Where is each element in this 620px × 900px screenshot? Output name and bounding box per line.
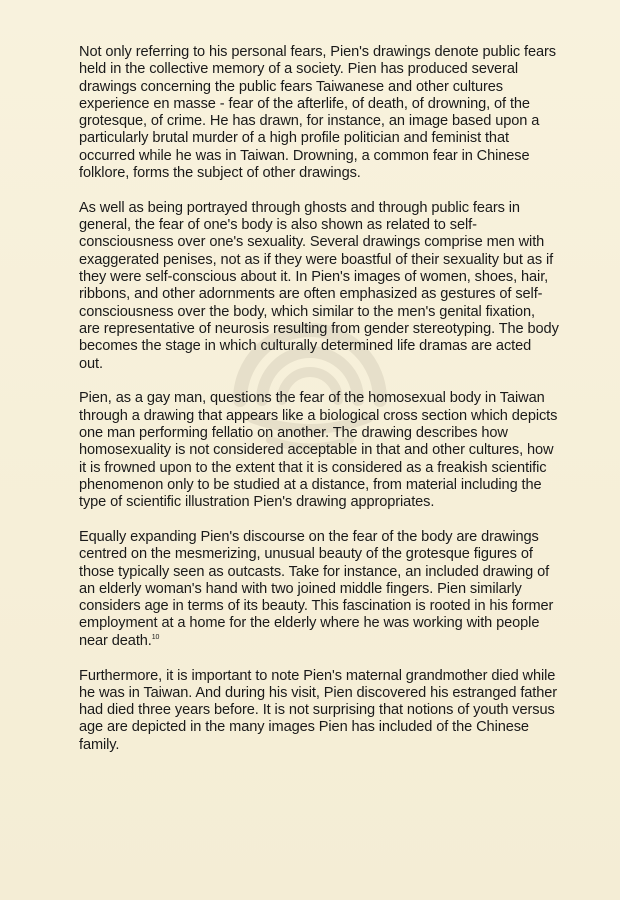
footnote-reference: 10 [151, 633, 160, 641]
paragraph-grotesque-beauty [79, 529, 559, 650]
body-text [79, 44, 559, 771]
paragraph-family: Furthermore, it is important to note Pien's maternal grandmother died while he was in Taiwan. And during his visit, Pien discovered his estranged father had died three years before. It is not surprising that notions of youth versus age are depicted in the many images Pien has included of the Chinese family. [79, 667, 558, 753]
paragraph-grotesque-beauty-text: Equally expanding Pien's discourse on the fear of the body are drawings centred on the mesmerizing, unusual beauty of the grotesque figures of those typically seen as outcasts. Take for instance, an included drawing of an elderly woman's hand with two joined middle fingers. Pien similarly considers age in terms of its beauty. This fascination is rooted in his former employment at a home for the elderly where he was working with people near death. [79, 528, 554, 649]
paragraph-public-fears: Not only referring to his personal fears, Pien's drawings denote public fears held in the collective memory of a society. Pien has produced several drawings concerning the public fears Taiwanese and other cultures experience en masse - fear of the afterlife, of death, of drowning, of the grotesque, of crime. He has drawn, for instance, an image based upon a particularly brutal murder of a high profile politician and feminist that occurred while he was in Taiwan. Drowning, a common fear in Chinese folklore, forms the subject of other drawings. [79, 44, 556, 182]
paragraph-homosexual-body: Pien, as a gay man, questions the fear of the homosexual body in Taiwan through a drawing that appears like a biological cross section which depicts one man performing fellatio on another. The drawing describes how homosexuality is not considered acceptable in that and other cultures, how it is frowned upon to the extent that it is considered as a freakish scientific phenomenon only to be studied at a distance, from material including the type of scientific illustration Pien's drawing appropriates. [79, 390, 558, 511]
paragraph-body-self-consciousness: As well as being portrayed through ghosts and through public fears in general, the fear of one's body is also shown as related to self-consciousness over one's sexuality. Several drawings comprise men with exaggerated penises, not as if they were boastful of their sexuality but as if they were self-conscious about it. In Pien's images of women, shoes, hair, ribbons, and other adornments are often emphasized as gestures of self-consciousness over the body, which similar to the men's genital fixation, are representative of neurosis resulting from gender stereotyping. The body becomes the stage in which culturally determined life dramas are acted out. [79, 199, 559, 372]
